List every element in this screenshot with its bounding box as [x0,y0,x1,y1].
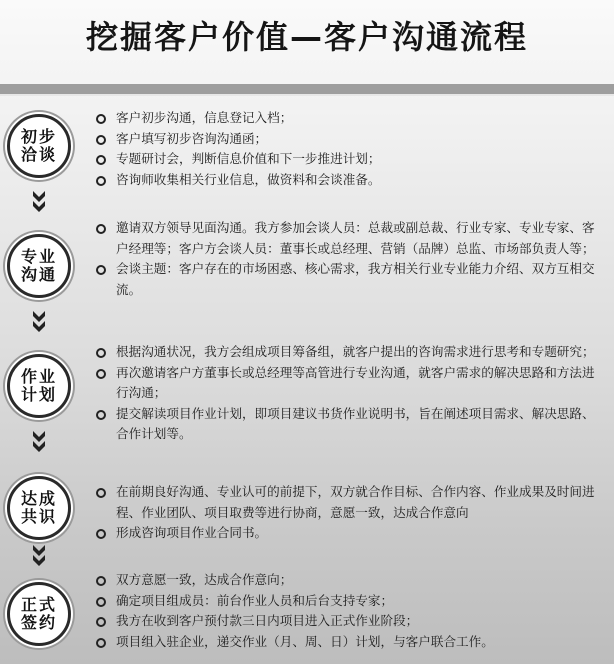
chevron-down-icon [32,430,46,454]
list-item [96,523,596,544]
stage-label: 达成共识 [20,489,57,526]
ring-bullet-icon [96,369,106,379]
item-text: 项目组入驻企业，递交作业（月、周、日）计划，与客户联合工作。 [116,633,494,649]
item-text: 客户初步沟通，信息登记入档； [116,110,293,125]
item-text: 确定项目组成员：前台作业人员和后台支持专家； [116,592,394,608]
stage-item-list [96,570,596,652]
item-text: 客户填写初步咨询沟通函； [116,130,268,146]
list-item [96,611,596,632]
list-item [96,129,596,150]
ring-bullet-icon [96,176,106,186]
stage-label: 初步洽谈 [20,127,57,164]
item-text: 邀请双方领导见面沟通。我方参加会谈人员：总裁或副总裁、行业专家、专业专家、客户经理等；客户方会谈人员：董事长或总经理、营销（品牌）总监、市场部负责人等； [116,220,595,256]
list-item [96,259,596,300]
item-text: 专题研讨会，判断信息价值和下一步推进计划； [116,151,381,166]
list-item [96,342,596,363]
item-text: 提交解读项目作业计划，即项目建议书货作业说明书，旨在阐述项目需求、解决思路、合作计划等。 [116,405,595,441]
ring-bullet-icon [96,617,106,627]
item-text: 在前期良好沟通、专业认可的前提下，双方就合作目标、合作内容、作业成果及时间进程、作业团队、项目取费等进行协商，意愿一致，达成合作意向 [116,484,595,520]
item-text: 我方在收到客户预付款三日内项目进入正式作业阶段； [116,613,419,628]
page-title: 挖掘客户价值—客户沟通流程 [85,18,528,56]
ring-bullet-icon [96,597,106,607]
ring-bullet-icon [96,638,106,648]
stage-item-list [96,482,596,544]
stage-label: 正式签约 [20,595,57,632]
title-divider [0,84,614,94]
chevron-down-icon [32,190,46,214]
ring-bullet-icon [96,155,106,165]
stage-badge [7,234,71,298]
ring-bullet-icon [96,488,106,498]
ring-bullet-icon [96,529,106,539]
list-item [96,149,596,170]
item-text: 咨询师收集相关行业信息，做资料和会谈准备。 [116,171,381,187]
ring-bullet-icon [96,576,106,586]
list-item [96,632,596,653]
list-item [96,570,596,591]
item-text: 再次邀请客户方董事长或总经理等高管进行专业沟通，就客户需求的解决思路和方法进行沟通； [116,364,595,400]
ring-bullet-icon [96,348,106,358]
item-text: 双方意愿一致，达成合作意向； [116,572,293,587]
stage-item-list [96,342,596,445]
list-item [96,404,596,445]
stage-badge [7,354,71,418]
stage-badge [7,582,71,646]
item-text: 形成咨询项目作业合同书。 [116,525,268,540]
item-text: 根据沟通状况，我方会组成项目筹备组，就客户提出的咨询需求进行思考和专题研究； [116,344,595,359]
list-item [96,363,596,404]
item-text: 会谈主题：客户存在的市场困惑、核心需求，我方相关行业专业能力介绍、双方互相交流。 [116,261,595,297]
list-item [96,218,596,259]
list-item [96,170,596,191]
chevron-down-icon [32,310,46,334]
ring-bullet-icon [96,224,106,234]
stage-item-list [96,218,596,300]
list-item [96,108,596,129]
ring-bullet-icon [96,410,106,420]
ring-bullet-icon [96,135,106,145]
stage-label: 作业计划 [20,367,57,404]
stage-label: 专业沟通 [20,247,57,284]
chevron-down-icon [32,544,46,568]
ring-bullet-icon [96,114,106,124]
list-item [96,591,596,612]
ring-bullet-icon [96,265,106,275]
stage-badge [7,476,71,540]
stage-item-list [96,108,596,190]
list-item [96,482,596,523]
stage-badge [7,114,71,178]
